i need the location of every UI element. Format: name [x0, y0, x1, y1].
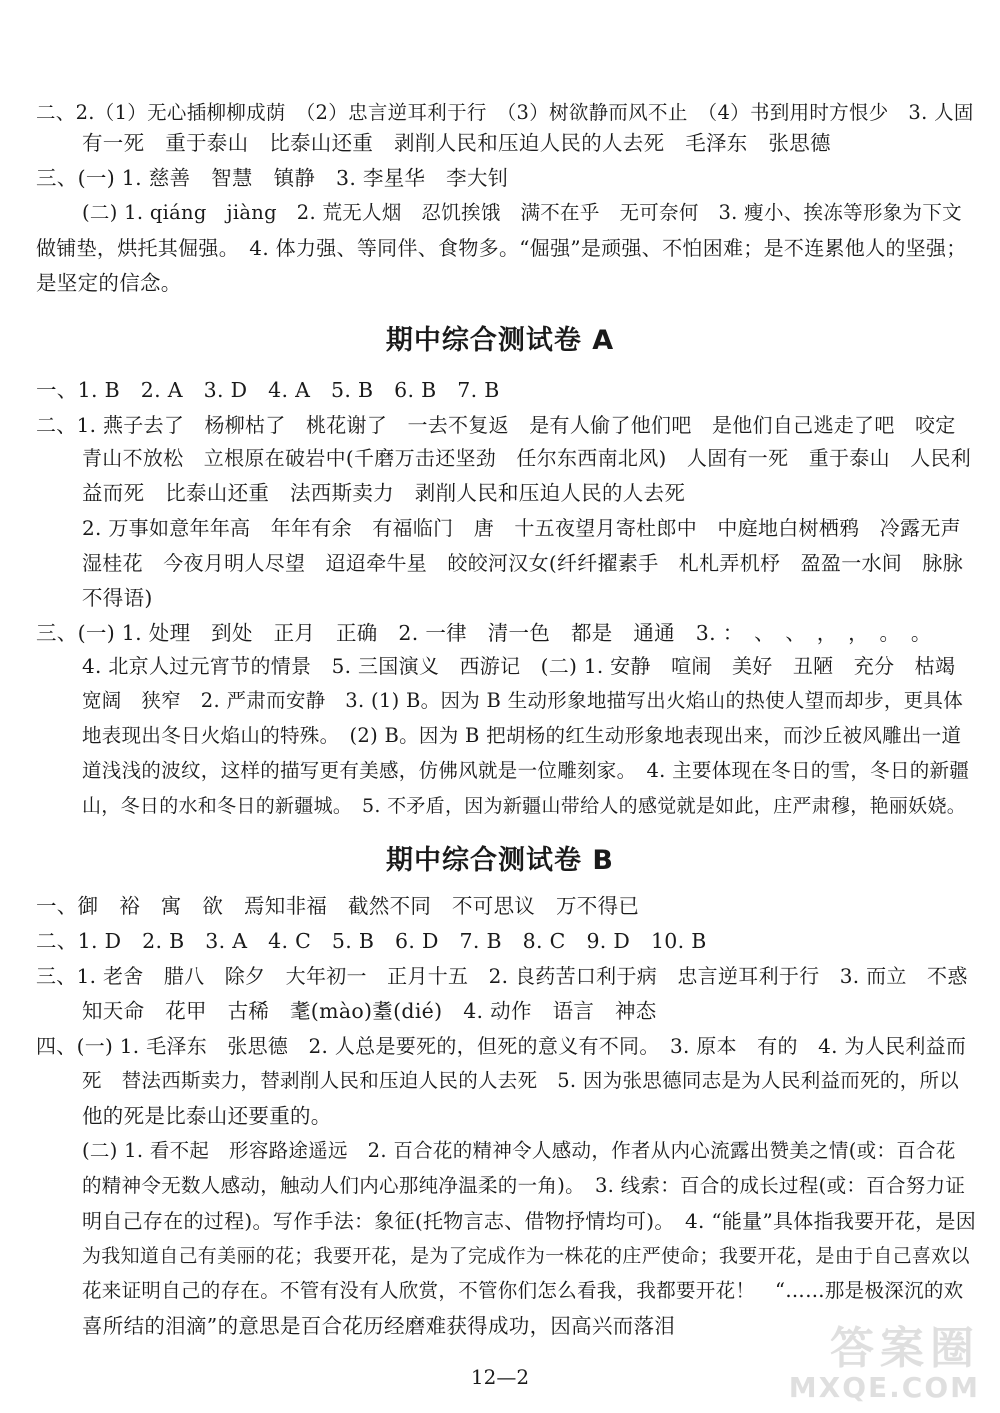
text-line: 三、1. 老舍 腊八 除夕 大年初一 正月十五 2. 良药苦口利于病 忠言逆耳利于行 3. 而立 不惑 — [36, 964, 968, 988]
text-line: 青山不放松 立根原在破岩中(千磨万击还坚劲 任尔东西南北风) 人固有一死 重于泰山 人民利 — [82, 446, 972, 470]
text-line: 二、1. 燕子去了 杨柳枯了 桃花谢了 一去不复返 是有人偷了他们吧 是他们自己逃走了吧 咬定 — [36, 413, 956, 437]
text-line: 道浅浅的波纹，这样的描写更有美感，仿佛风就是一位雕刻家。 4. 主要体现在冬日的雪，冬日的新疆 — [82, 759, 970, 782]
section-heading-b: 期中综合测试卷 B — [386, 845, 614, 876]
text-line: 三、(一) 1. 处理 到处 正月 正确 2. 一律 清一色 都是 通通 3. ： 、 、 ， ， 。 。 — [36, 621, 932, 645]
text-line: 有一死 重于泰山 比泰山还重 剥削人民和压迫人民的人去死 毛泽东 张思德 — [82, 131, 831, 155]
text-line: 一、御 裕 寓 欲 焉知非福 截然不同 不可思议 万不得已 — [36, 894, 640, 918]
text-line: 为我知道自己有美丽的花；我要开花，是为了完成作为一株花的庄严使命；我要开花，是由于自己喜欢以 — [82, 1245, 970, 1267]
text-line: 四、(一) 1. 毛泽东 张思德 2. 人总是要死的，但死的意义有不同。 3. 原本 有的 4. 为人民利益而 — [36, 1034, 967, 1058]
text-line: 花来证明自己的存在。不管有没有人欣赏，不管你们怎么看我，我都要开花！ “……那是极深沉的欢 — [82, 1279, 964, 1302]
text-line: 三、(一) 1. 慈善 智慧 镇静 3. 李星华 李大钊 — [36, 166, 509, 190]
text-line: 2. 万事如意年年高 年年有余 有福临门 唐 十五夜望月寄杜郎中 中庭地白树栖鸦 冷露无声 — [82, 516, 961, 540]
text-line: 一、1. B 2. A 3. D 4. A 5. B 6. B 7. B — [36, 378, 500, 402]
text-line: 喜所结的泪滴”的意思是百合花历经磨难获得成功，因高兴而落泪 — [82, 1314, 676, 1338]
text-line: 山，冬日的水和冬日的新疆城。 5. 不矛盾，因为新疆山带给人的感觉就是如此，庄严肃穆，艳丽妖娆。 — [82, 795, 967, 817]
text-line: (二) 1. 看不起 形容路途遥远 2. 百合花的精神令人感动，作者从内心流露出赞美之情(或：百合花 — [82, 1139, 956, 1162]
text-line: 地表现出冬日火焰山的特殊。 (2) B。因为 B 把胡杨的红生动形象地表现出来，而沙丘被风雕出一道 — [82, 724, 962, 747]
text-line: 湿桂花 今夜月明人尽望 迢迢牵牛星 皎皎河汉女(纤纤擢素手 札札弄机杼 盈盈一水间 脉脉 — [82, 551, 964, 575]
text-line: 知天命 花甲 古稀 耄(mào)耋(dié) 4. 动作 语言 神态 — [82, 999, 657, 1023]
text-line: 宽阔 狭窄 2. 严肃而安静 3. (1) B。因为 B 生动形象地描写出火焰山的热使人望而却步，更具体 — [82, 689, 964, 712]
text-line: (二) 1. qiáng jiàng 2. 荒无人烟 忍饥挨饿 满不在乎 无可奈何 3. 瘦小、挨冻等形象为下文 — [82, 201, 962, 224]
text-line: 是坚定的信念。 — [36, 271, 182, 295]
watermark — [789, 1325, 980, 1403]
text-line: 二、1. D 2. B 3. A 4. C 5. B 6. D 7. B 8. C 9. D 10. B — [36, 929, 707, 953]
page-number: 12—2 — [470, 1365, 530, 1389]
watermark-text: 答案圈 — [830, 1323, 980, 1374]
text-line: 的精神令无数人感动，触动人们内心那纯净温柔的一角)。 3. 线索：百合的成长过程(或：百合努力证 — [82, 1174, 966, 1197]
text-line: 死 替法西斯卖力，替剥削人民和压迫人民的人去死 5. 因为张思德同志是为人民利益而死的，所以 — [82, 1069, 960, 1092]
section-heading-a: 期中综合测试卷 A — [385, 325, 615, 356]
text-line: 二、2.（1）无心插柳柳成荫 （2）忠言逆耳利于行 （3）树欲静而风不止 （4）书到用时方恨少 3. 人固 — [36, 101, 974, 124]
watermark-url: MXQE.COM — [788, 1371, 980, 1404]
text-line: 明自己存在的过程)。写作手法：象征(托物言志、借物抒情均可)。 4. “能量”具体指我要开花，是因 — [82, 1209, 976, 1233]
text-line: 益而死 比泰山还重 法西斯卖力 剥削人民和压迫人民的人去死 — [82, 481, 686, 505]
text-line: 他的死是比泰山还要重的。 — [82, 1104, 332, 1128]
text-line: 不得语) — [82, 586, 153, 610]
text-line: 4. 北京人过元宵节的情景 5. 三国演义 西游记 (二) 1. 安静 喧闹 美好 丑陋 充分 枯竭 — [82, 654, 956, 678]
text-line: 做铺垫，烘托其倔强。 4. 体力强、等同伴、食物多。“倔强”是顽强、不怕困难；是不连累他人的坚强； — [36, 236, 967, 260]
